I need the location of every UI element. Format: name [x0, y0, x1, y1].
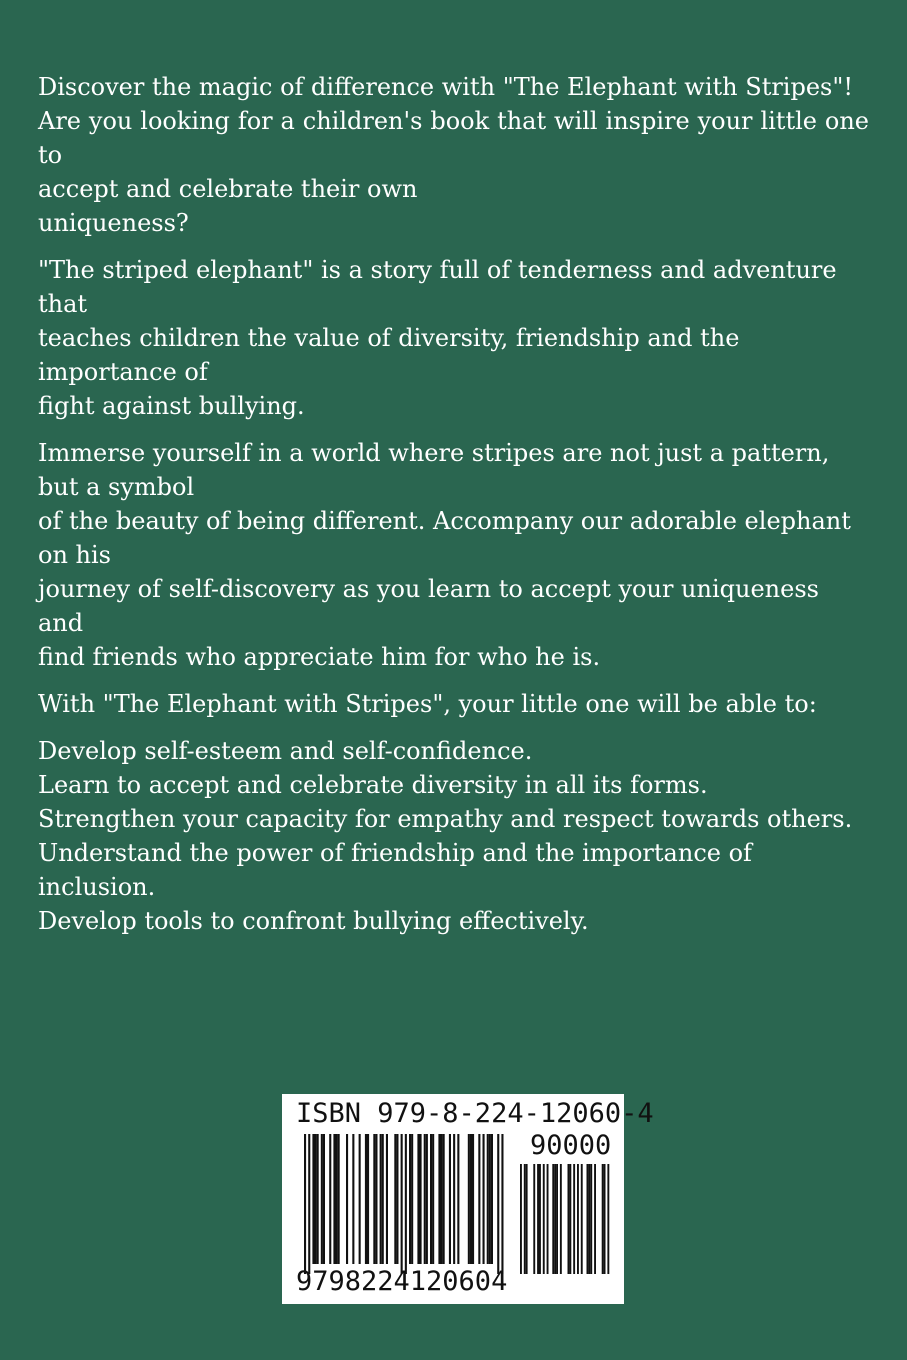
barcode-bar — [468, 1134, 470, 1264]
addon-code: 90000 — [530, 1130, 612, 1161]
barcode-bar — [352, 1134, 354, 1264]
barcode-bar — [338, 1134, 340, 1264]
para4: With "The Elephant with Stripes", your little one will be able to: — [38, 690, 817, 718]
question-line-2: accept and celebrate their own — [38, 175, 418, 203]
barcode-bar — [315, 1134, 317, 1264]
para3-line-2: of the beauty of being different. Accompany our adorable elephant on his — [38, 507, 851, 569]
barcode-bar — [375, 1134, 377, 1264]
barcode-bar — [577, 1164, 579, 1274]
barcode-bar — [478, 1134, 480, 1264]
barcode-bar — [420, 1134, 422, 1264]
barcode-bar — [317, 1134, 319, 1264]
barcode-bar — [329, 1134, 331, 1264]
barcode-bar — [401, 1134, 403, 1274]
question-line-1: Are you looking for a children's book that will inspire your little one to — [38, 107, 869, 169]
benefit-item: Understand the power of friendship and the importance of inclusion. — [38, 839, 752, 901]
barcode-bar — [547, 1164, 549, 1274]
barcode-bar — [365, 1134, 367, 1264]
barcode-bar — [533, 1164, 535, 1274]
barcode-bar — [380, 1134, 382, 1264]
isbn-label: ISBN 979-8-224-12060-4 — [296, 1098, 654, 1129]
barcode-bar — [430, 1134, 432, 1264]
barcode-bar — [323, 1134, 325, 1264]
barcode-bar — [417, 1134, 419, 1264]
barcode-bar — [472, 1134, 474, 1264]
benefit-item: Strengthen your capacity for empathy and respect towards others. — [38, 805, 853, 833]
ean-digits: 9798224120604 — [296, 1266, 508, 1297]
barcode-bar — [607, 1164, 609, 1274]
barcode-bar — [497, 1134, 499, 1274]
barcode-bar — [590, 1164, 592, 1274]
para2-line-1: "The striped elephant" is a story full of tenderness and adventure that — [38, 256, 837, 318]
barcode-bar — [359, 1134, 361, 1264]
barcode-bar — [443, 1134, 445, 1264]
barcode-bar — [524, 1164, 526, 1274]
barcode-bar — [382, 1134, 384, 1264]
barcode-bar — [560, 1164, 562, 1274]
barcode-bar — [426, 1134, 428, 1264]
barcode-bar — [602, 1164, 604, 1274]
barcode-bar — [367, 1134, 369, 1264]
barcode-bar — [373, 1134, 375, 1264]
barcode-bar — [396, 1134, 398, 1264]
barcode-bar — [470, 1134, 472, 1264]
question-line-3: uniqueness? — [38, 209, 189, 237]
barcode-bar — [312, 1134, 314, 1264]
para3-line-3: journey of self-discovery as you learn to accept your uniqueness and — [38, 575, 819, 637]
benefit-item: Develop tools to confront bullying effectively. — [38, 907, 589, 935]
barcode-bar — [568, 1164, 570, 1274]
para2-line-3: fight against bullying. — [38, 392, 305, 420]
barcode-bar — [604, 1164, 606, 1274]
barcode-bar — [424, 1134, 426, 1264]
barcode-bar — [336, 1134, 338, 1264]
barcode-bar — [573, 1164, 575, 1274]
benefit-item: Develop self-esteem and self-confidence. — [38, 737, 533, 765]
barcode-bar — [333, 1134, 335, 1264]
barcode-bar — [386, 1134, 388, 1264]
barcode-bar — [587, 1164, 589, 1274]
barcode-bar — [453, 1134, 455, 1264]
barcode-bar — [308, 1134, 310, 1274]
barcode-bar — [581, 1164, 583, 1274]
barcode-bar — [394, 1134, 396, 1264]
barcode-bar — [405, 1134, 407, 1274]
benefit-item: Learn to accept and celebrate diversity in all its forms. — [38, 771, 708, 799]
barcode-bar — [409, 1134, 411, 1264]
para2-line-2: teaches children the value of diversity, friendship and the importance of — [38, 324, 740, 386]
barcode-bar — [457, 1134, 459, 1264]
barcode-bar — [569, 1164, 571, 1274]
barcode-bar — [487, 1134, 489, 1264]
barcode-bar — [483, 1134, 485, 1264]
back-cover-blurb — [38, 70, 869, 938]
barcode-bar — [520, 1164, 522, 1274]
barcode-bar — [539, 1164, 541, 1274]
para3-line-1: Immerse yourself in a world where stripes are not just a pattern, but a symbol — [38, 439, 830, 501]
barcode-bar — [441, 1134, 443, 1264]
benefits-list — [38, 734, 869, 938]
barcode-bar — [449, 1134, 451, 1264]
barcode-bar — [438, 1134, 440, 1264]
barcode-bar — [432, 1134, 434, 1264]
intro-line: Discover the magic of difference with "The Elephant with Stripes"! — [38, 73, 854, 101]
isbn-barcode — [282, 1094, 654, 1304]
barcode-bar — [588, 1164, 590, 1274]
barcode-bar — [501, 1134, 503, 1274]
barcode-bar — [543, 1164, 545, 1274]
barcode-bar — [554, 1164, 556, 1274]
barcode-bar — [537, 1164, 539, 1274]
barcode-bar — [491, 1134, 493, 1264]
barcode-bar — [556, 1164, 558, 1274]
barcode-bar — [594, 1164, 596, 1274]
barcode-bar — [526, 1164, 528, 1274]
barcode-bar — [321, 1134, 323, 1264]
barcode-bar — [304, 1134, 306, 1274]
barcode-bar — [552, 1164, 554, 1274]
para3-line-4: find friends who appreciate him for who he is. — [38, 643, 601, 671]
barcode-bar — [489, 1134, 491, 1264]
barcode-bar — [411, 1134, 413, 1264]
barcode-bar — [346, 1134, 348, 1264]
